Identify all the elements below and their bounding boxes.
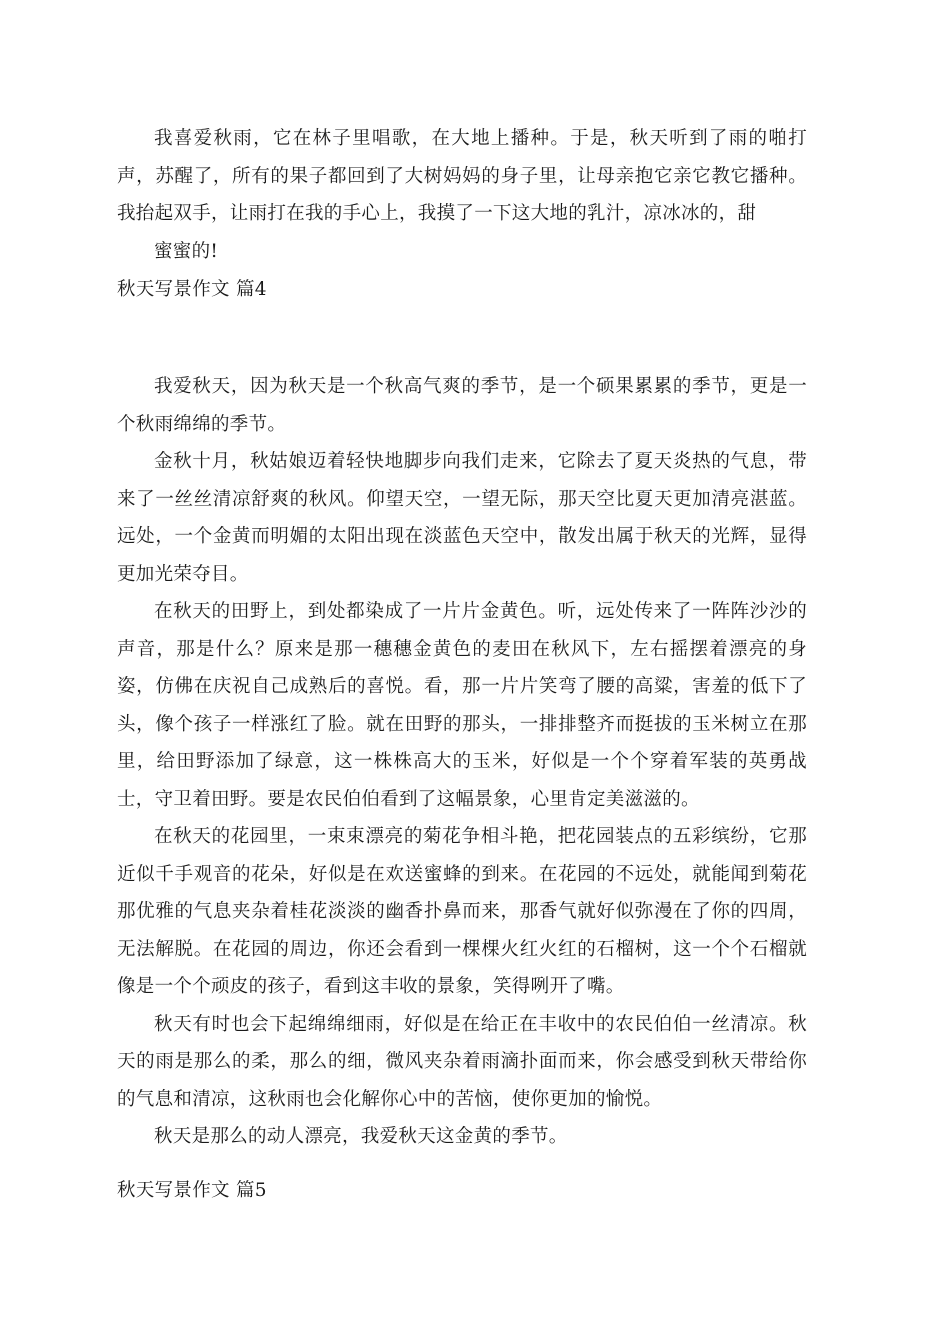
intro-section (117, 120, 807, 270)
section-4-paragraph-2: 金秋十月，秋姑娘迈着轻快地脚步向我们走来，它除去了夏天炎热的气息，带来了一丝丝清凉舒爽的秋风。仰望天空，一望无际，那天空比夏天更加清亮湛蓝。远处，一个金黄而明媚的太阳出现在淡蓝色天空中，散发出属于秋天的光辉，显得更加光荣夺目。 (117, 451, 807, 585)
section-4-paragraph-5: 秋天有时也会下起绵绵细雨，好似是在给正在丰收中的农民伯伯一丝清凉。秋天的雨是那么的柔，那么的细，微风夹杂着雨滴扑面而来，你会感受到秋天带给你的气息和清凉，这秋雨也会化解你心中的苦恼，使你更加的愉悦。 (117, 1013, 807, 1110)
intro-paragraph-2: 蜜蜜的! (154, 240, 219, 262)
section-5-heading-wrap (117, 1172, 807, 1210)
section-4-paragraph-4: 在秋天的花园里，一束束漂亮的菊花争相斗艳，把花园装点的五彩缤纷，它那近似千手观音的花朵，好似是在欢送蜜蜂的到来。在花园的不远处，就能闻到菊花那优雅的气息夹杂着桂花淡淡的幽香扑鼻而来，那香气就好似弥漫在了你的四周，无法解脱。在花园的周边，你还会看到一棵棵火红火红的石榴树，这一个个石榴就像是一个个顽皮的孩子，看到这丰收的景象，笑得咧开了嘴。 (117, 826, 807, 997)
section-5-heading: 秋天写景作文 篇5 (117, 1180, 267, 1201)
section-4 (117, 368, 807, 1156)
intro-paragraph-1: 我喜爱秋雨，它在林子里唱歌，在大地上播种。于是，秋天听到了雨的啪打声，苏醒了，所有的果子都回到了大树妈妈的身子里，让母亲抱它亲它教它播种。我抬起双手，让雨打在我的手心上，我摸了一下这大地的乳汁，凉冰冰的，甜 (117, 128, 807, 224)
section-4-heading: 秋天写景作文 篇4 (117, 279, 267, 300)
section-4-heading-wrap (117, 271, 807, 309)
section-4-paragraph-3: 在秋天的田野上，到处都染成了一片片金黄色。听，远处传来了一阵阵沙沙的声音，那是什么？原来是那一穗穗金黄色的麦田在秋风下，左右摇摆着漂亮的身姿，仿佛在庆祝自己成熟后的喜悦。看，那一片片笑弯了腰的高粱，害羞的低下了头，像个孩子一样涨红了脸。就在田野的那头，一排排整齐而挺拔的玉米树立在那里，给田野添加了绿意，这一株株高大的玉米，好似是一个个穿着军装的英勇战士，守卫着田野。要是农民伯伯看到了这幅景象，心里肯定美滋滋的。 (117, 601, 807, 810)
section-4-paragraph-1: 我爱秋天，因为秋天是一个秋高气爽的季节，是一个硕果累累的季节，更是一个秋雨绵绵的季节。 (117, 376, 807, 435)
section-4-paragraph-6: 秋天是那么的动人漂亮，我爱秋天这金黄的季节。 (154, 1126, 568, 1147)
